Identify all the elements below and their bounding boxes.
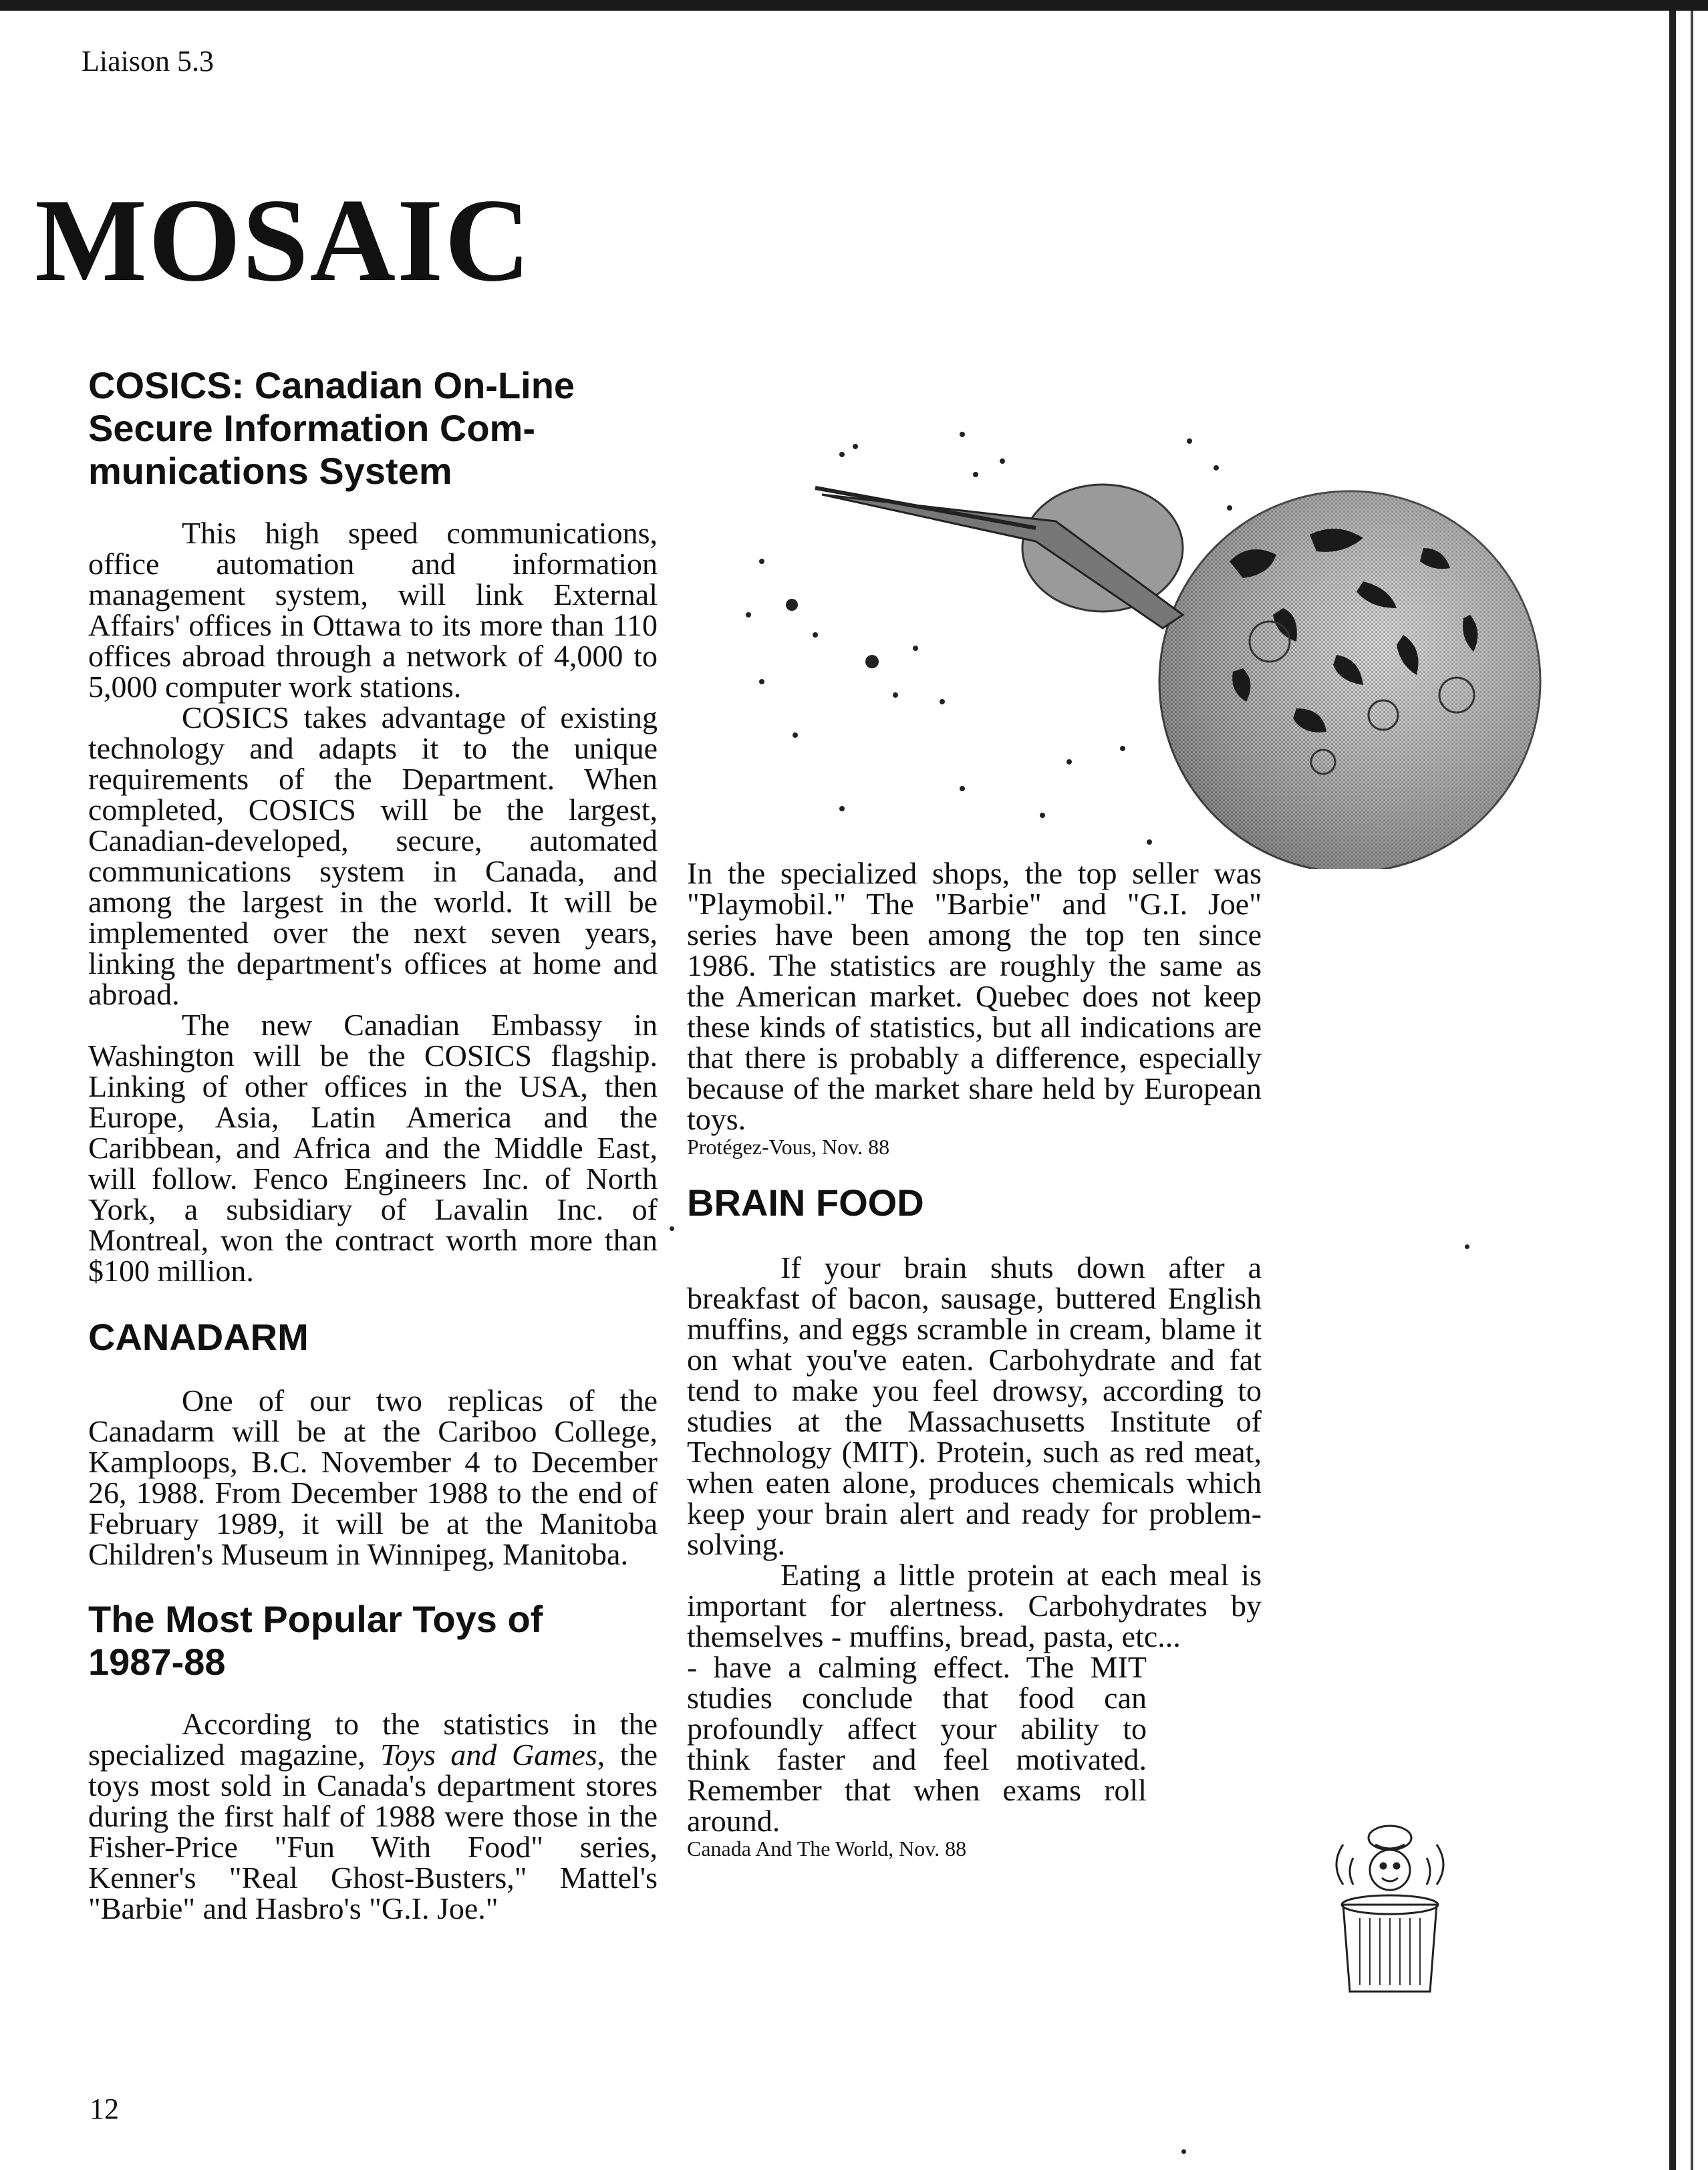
toys-heading-line: The Most Popular Toys of	[88, 1598, 543, 1640]
brain-food-body	[687, 1252, 1262, 1652]
brain-food-paragraph: If your brain shuts down after a breakfast of bacon, sausage, buttered English muffins, and eggs scramble in cream, blame it on what you've eaten. Carbohydrate and fat tend to make you feel drowsy, according to studies at the Massachusetts Institute of Technology (MIT). Protein, such as red meat, when eaten alone, produces chemicals which keep your brain alert and ready for problem-solving.	[687, 1250, 1262, 1561]
brain-food-source: Canada And The World, Nov. 88	[687, 1837, 967, 1861]
toys-paragraph	[88, 1709, 658, 1924]
magazine-title: Toys and Games	[380, 1738, 597, 1772]
cosics-heading-line: COSICS: Canadian On-Line	[88, 364, 575, 406]
top-border	[0, 0, 1708, 11]
page-number: 12	[90, 2092, 119, 2125]
brain-food-paragraph: Eating a little protein at each meal is important for alertness. Carbohydrates by themselves - muffins, bread, pasta, etc...	[687, 1558, 1262, 1653]
right-margin-rule	[1669, 11, 1676, 2170]
toys-paragraph-2: In the specialized shops, the top seller was "Playmobil." The "Barbie" and "G.I. Joe" series have been among the top ten since 1986. The statistics are roughly the same as the American market. Quebec does not keep these kinds of statistics, but all indications are that there is probably a difference, especially because of the market share held by European toys.	[687, 856, 1262, 1136]
toys-text: , the toys most sold in Canada's department stores during the first half of 1988 were those in the Fisher-Price "Fun With Food" series, Kenner's "Real Ghost-Busters," Mattel's "Barbie" and Hasbro's "G.I. Joe."	[88, 1738, 658, 1925]
issue-label: Liaison 5.3	[82, 45, 214, 78]
canadarm-paragraph: One of our two replicas of the Canadarm will be at the Cariboo College, Kamploops, B.C. November 4 to December 26, 1988. From December 1988 to the end of February 1989, it will be at the Manitoba Children's Museum in Winnipeg, Manitoba.	[88, 1383, 658, 1571]
canadarm-body	[88, 1385, 658, 1570]
brain-food-heading: BRAIN FOOD	[687, 1182, 924, 1224]
brain-food-paragraph: - have a calming effect. The MIT studies conclude that food can profoundly affect your ability to think faster and feel motivated. Remember that when exams roll around.	[687, 1650, 1147, 1838]
toys-heading-line: 1987-88	[88, 1641, 226, 1683]
cosics-heading-line: Secure Information Com-	[88, 407, 535, 449]
toys-source: Protégez-Vous, Nov. 88	[687, 1135, 890, 1159]
cosics-heading	[88, 364, 658, 493]
cosics-paragraph: This high speed communications, office automation and information management system, will link External Affairs' offices in Ottawa to its more than 110 offices abroad through a network of 4,000 to 5,000 computer work stations.	[88, 516, 658, 704]
cosics-paragraph: COSICS takes advantage of existing technology and adapts it to the unique requirements of the Department. When completed, COSICS will be the largest, Canadian-developed, secure, automated communications system in Canada, and among the largest in the world. It will be implemented over the next seven years, linking the department's offices at home and abroad.	[88, 700, 658, 1011]
toys-heading	[88, 1598, 658, 1683]
section-title: MOSAIC	[35, 174, 532, 306]
speck	[1181, 2149, 1186, 2154]
speck	[1465, 1244, 1469, 1249]
right-column	[687, 858, 1262, 1861]
canadarm-heading: CANADARM	[88, 1316, 309, 1358]
brain-food-narrow	[687, 1652, 1147, 1837]
planet-illustration	[722, 414, 1550, 869]
toys-text: According to the statistics in the specialized magazine,	[88, 1707, 658, 1772]
cosics-paragraph: The new Canadian Embassy in Washington will be the COSICS flagship. Linking of other offices in the USA, then Europe, Asia, Latin America and the Caribbean, and Africa and the Middle East, will follow. Fenco Engineers Inc. of North York, a subsidiary of Lavalin Inc. of Montreal, won the contract worth more than $100 million.	[88, 1008, 658, 1288]
cosics-heading-line: munications System	[88, 450, 452, 492]
right-margin-rule-thin	[1691, 11, 1693, 2170]
cosics-body	[88, 518, 658, 1286]
left-column	[88, 364, 658, 1924]
toys-continued	[687, 858, 1262, 1135]
toys-body	[88, 1709, 658, 1924]
chef-illustration	[1323, 1818, 1463, 1998]
speck	[670, 1226, 674, 1231]
